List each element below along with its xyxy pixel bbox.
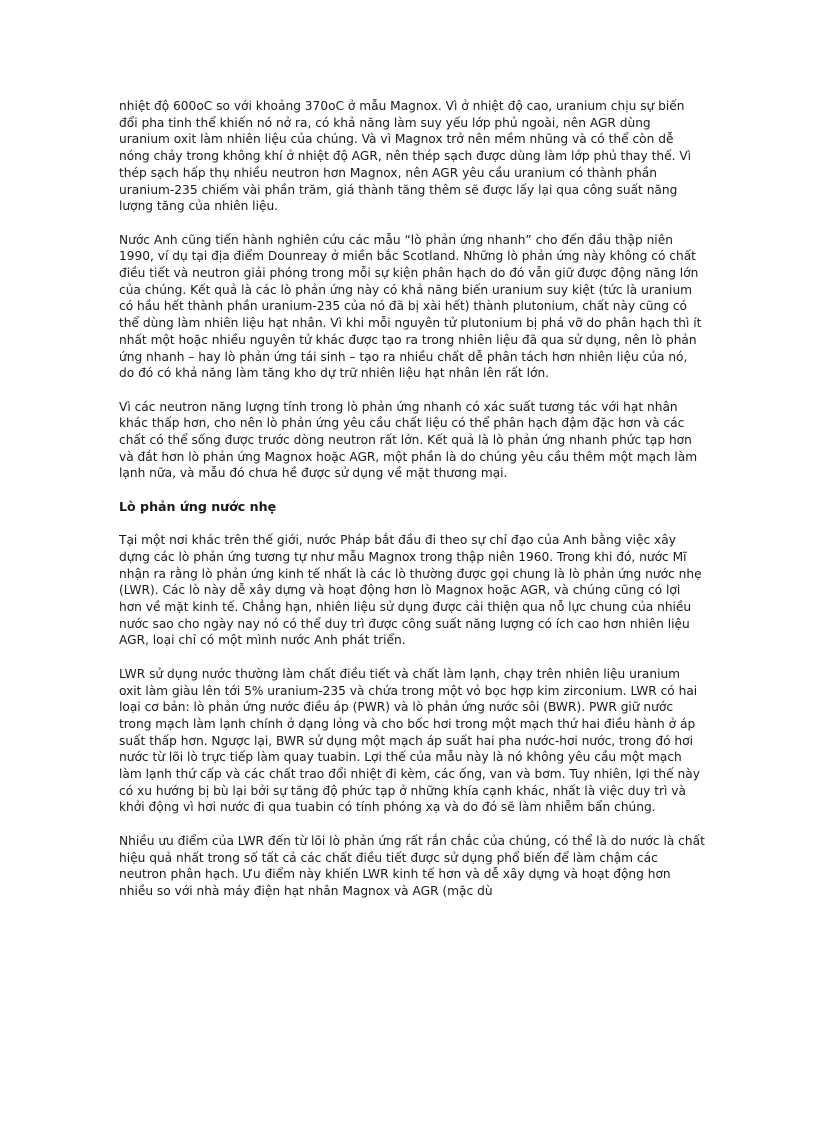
paragraph-lwr-advantages: Nhiều ưu điểm của LWR đến từ lõi lò phản ứng rất rắn chắc của chúng, có thể là do nước là chất hiệu quả nhất trong số tất cả các chất điều tiết được sử dụng phổ biến để làm chậm các neutron phân hạch. Ưu điểm này khiến LWR kinh tế hơn và dễ xây dựng và hoạt động hơn nhiều so với nhà máy điện hạt nhân Magnox và AGR (mặc dù xyxy=(119,833,705,898)
paragraph-lwr-types: LWR sử dụng nước thường làm chất điều tiết và chất làm lạnh, chạy trên nhiên liệu uranium oxit làm giàu lên tới 5% uranium-235 và chứa trong một vỏ bọc hợp kim zirconium. LWR có hai loại cơ bản: lò phản ứng nước điều áp (PWR) và lò phản ứng nước sôi (BWR). PWR giữ nước trong mạch làm lạnh chính ở dạng lỏng và cho bốc hơi trong một mạch thứ hai điều hành ở áp suất thấp hơn. Ngược lại, BWR sử dụng một mạch áp suất hai pha nước-hơi nước, trong đó hơi nước từ lõi lò trực tiếp làm quay tuabin. Lợi thế của mẫu này là nó không yêu cầu một mạch làm lạnh thứ cấp và các chất trao đổi nhiệt đi kèm, các ống, van và bơm. Tuy nhiên, lợi thế này có xu hướng bị bù lại bởi sự tăng độ phức tạp ở những khía cạnh khác, nhất là việc duy trì và khởi động vì hơi nước đi qua tuabin có tính phóng xạ và do đó sẽ làm nhiễm bẩn chúng. xyxy=(119,666,700,815)
paragraph-fast-reactor-cost: Vì các neutron năng lượng tính trong lò phản ứng nhanh có xác suất tương tác với hạt nhân khác thấp hơn, cho nên lò phản ứng yêu cầu chất liệu có thể phân hạch đậm đặc hơn và các chất có thể sống được trước dòng neutron rất lớn. Kết quả là lò phản ứng nhanh phức tạp hơn và đắt hơn lò phản ứng Magnox hoặc AGR, một phần là do chúng yêu cầu thêm một mạch làm lạnh nữa, và mẫu đó chưa hề được sử dụng về mặt thương mại. xyxy=(119,399,698,481)
document-page xyxy=(119,98,705,916)
paragraph-fast-reactors: Nước Anh cũng tiến hành nghiên cứu các mẫu “lò phản ứng nhanh” cho đến đầu thập niên 1990, ví dụ tại địa điểm Dounreay ở miền bắc Scotland. Những lò phản ứng này không có chất điều tiết và neutron giải phóng trong mỗi sự kiện phân hạch do đó vẫn giữ được động năng lớn của chúng. Kết quả là các lò phản ứng này có khả năng biến uranium suy kiệt (tức là uranium có hầu hết thành phần uranium-235 của nó đã bị xài hết) thành plutonium, chất này cũng có thể dùng làm nhiên liệu hạt nhân. Vì khi mỗi nguyên tử plutonium bị phá vỡ do phân hạch thì ít nhất một hoặc nhiều nguyên tử khác được tạo ra trong nhiên liệu đã qua sử dụng, nên lò phản ứng nhanh – hay lò phản ứng tái sinh – tạo ra nhiều chất dễ phân tách hơn nhiên liệu của nó, do đó có khả năng làm tăng kho dự trữ nhiên liệu hạt nhân lên rất lớn. xyxy=(119,232,702,381)
section-heading: Lò phản ứng nước nhẹ xyxy=(119,498,277,514)
paragraph-agr-fuel: nhiệt độ 600oC so với khoảng 370oC ở mẫu Magnox. Vì ở nhiệt độ cao, uranium chịu sự biến đổi pha tinh thể khiến nó nở ra, có khả năng làm suy yếu lớp phủ ngoài, nên AGR dùng uranium oxit làm nhiên liệu của chúng. Và vì Magnox trở nên mềm nhũng và có thể còn dễ nóng chảy trong không khí ở nhiệt độ AGR, nên thép sạch được dùng làm lớp phủ thay thế. Vì thép sạch hấp thụ nhiều neutron hơn Magnox, nên AGR yêu cầu uranium có thành phần uranium-235 chiếm vài phần trăm, giá thành tăng thêm sẽ được lấy lại qua công suất năng lượng tăng của nhiên liệu. xyxy=(119,99,692,214)
paragraph-lwr-history: Tại một nơi khác trên thế giới, nước Pháp bắt đầu đi theo sự chỉ đạo của Anh bằng việc xây dựng các lò phản ứng tương tự như mẫu Magnox trong thập niên 1960. Trong khi đó, nước Mĩ nhận ra rằng lò phản ứng kinh tế nhất là các lò thường được gọi chung là lò phản ứng nước nhẹ (LWR). Các lò này dễ xây dựng và hoạt động hơn lò Magnox hoặc AGR, và chúng cũng có lợi hơn về mặt kinh tế. Chẳng hạn, nhiên liệu sử dụng được cải thiện qua nỗ lực chung của nhiều nước sao cho ngày nay nó có thể duy trì được công suất năng lượng có ích cao hơn nhiên liệu AGR, loại chỉ có một mình nước Anh phát triển. xyxy=(119,533,702,648)
